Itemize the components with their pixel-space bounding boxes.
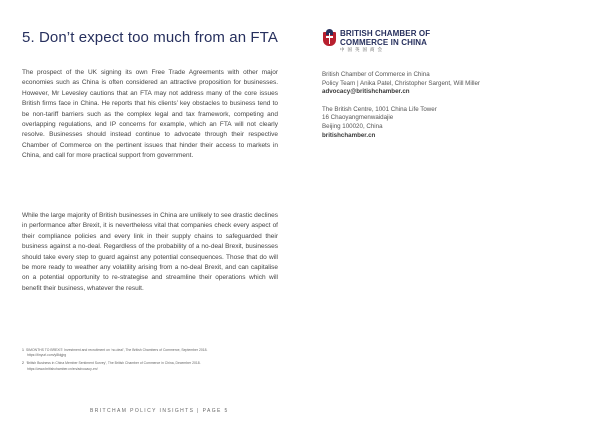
- page-footer: BRITCHAM POLICY INSIGHTS | PAGE 5: [90, 408, 229, 414]
- paragraph-1: The prospect of the UK signing its own Free Trade Agreements with other major economies such as China is often considered an attractive proposition for businesses. However, Mr Levesley cautions that an FTA may not address many of the core issues British firms face in China. He reports that his clients’ key obstacles to business tend to be non-tariff barriers such as the complex legal and tax framework, competing and overlapping regulations, and IP concerns for example, which an FTA will not clearly resolve. Businesses should instead continue to advocate through their respective Chamber of Commerce on the pertinent issues that hinder their access to markets in China, and call for more practical support from government.: [22, 69, 278, 160]
- email-link[interactable]: advocacy@britishchamber.cn: [322, 88, 410, 96]
- address-line-2: 16 Chaoyangmenwaidajie: [322, 114, 394, 122]
- footnote-1-link[interactable]: https://tinyurl.com/y8klgjrg: [27, 353, 67, 358]
- section-heading: 5. Don’t expect too much from an FTA: [22, 29, 278, 46]
- footnote-1: 1 SIMONTHS TO BREXIT: Investment and recruitment on ‘no-deal’, The British Chambers of Commerce, September 2018.: [22, 348, 208, 352]
- org-name: British Chamber of Commerce in China: [322, 71, 430, 78]
- contact-block: [322, 71, 552, 140]
- footnotes: [22, 348, 282, 372]
- footnote-2-link[interactable]: https://www.britishchamber.cn/en/advocacy-en/: [27, 366, 98, 371]
- website-link[interactable]: britishchamber.cn: [322, 131, 376, 139]
- logo-chinese-text: 中国英国商会: [340, 48, 385, 53]
- address-line-1: The British Centre, 1001 China Life Tower: [322, 105, 437, 113]
- britcham-logo: [322, 29, 502, 51]
- address-line-3: Beijing 100020, China: [322, 122, 383, 130]
- footnote-2: 2 ‘British Business in China Member Sentiment Survey’, The British Chamber of Commerce in China, December 2018.: [22, 361, 201, 366]
- paragraph-2: While the large majority of British businesses in China are unlikely to see drastic declines in performance after Brexit, it is nevertheless vital that companies check every aspect of their compliance policies and every link in their supply chains to safeguarded their business against a no-deal. Regardless of the probability of a no-deal Brexit, businesses should take every step to guard against any potential consequences. Those that do will be more ready to weather any volatility arising from a no-deal Brexit, and can capitalise on a potential opportunity to re-strategise and streamline their operations which will benefit their business, whatever the result.: [22, 212, 278, 292]
- crest-icon: [322, 29, 337, 49]
- logo-text: BRITISH CHAMBER OF COMMERCE IN CHINA: [340, 29, 431, 47]
- policy-team: Policy Team | Anika Patel, Christopher Sargent, Will Miller: [322, 79, 480, 87]
